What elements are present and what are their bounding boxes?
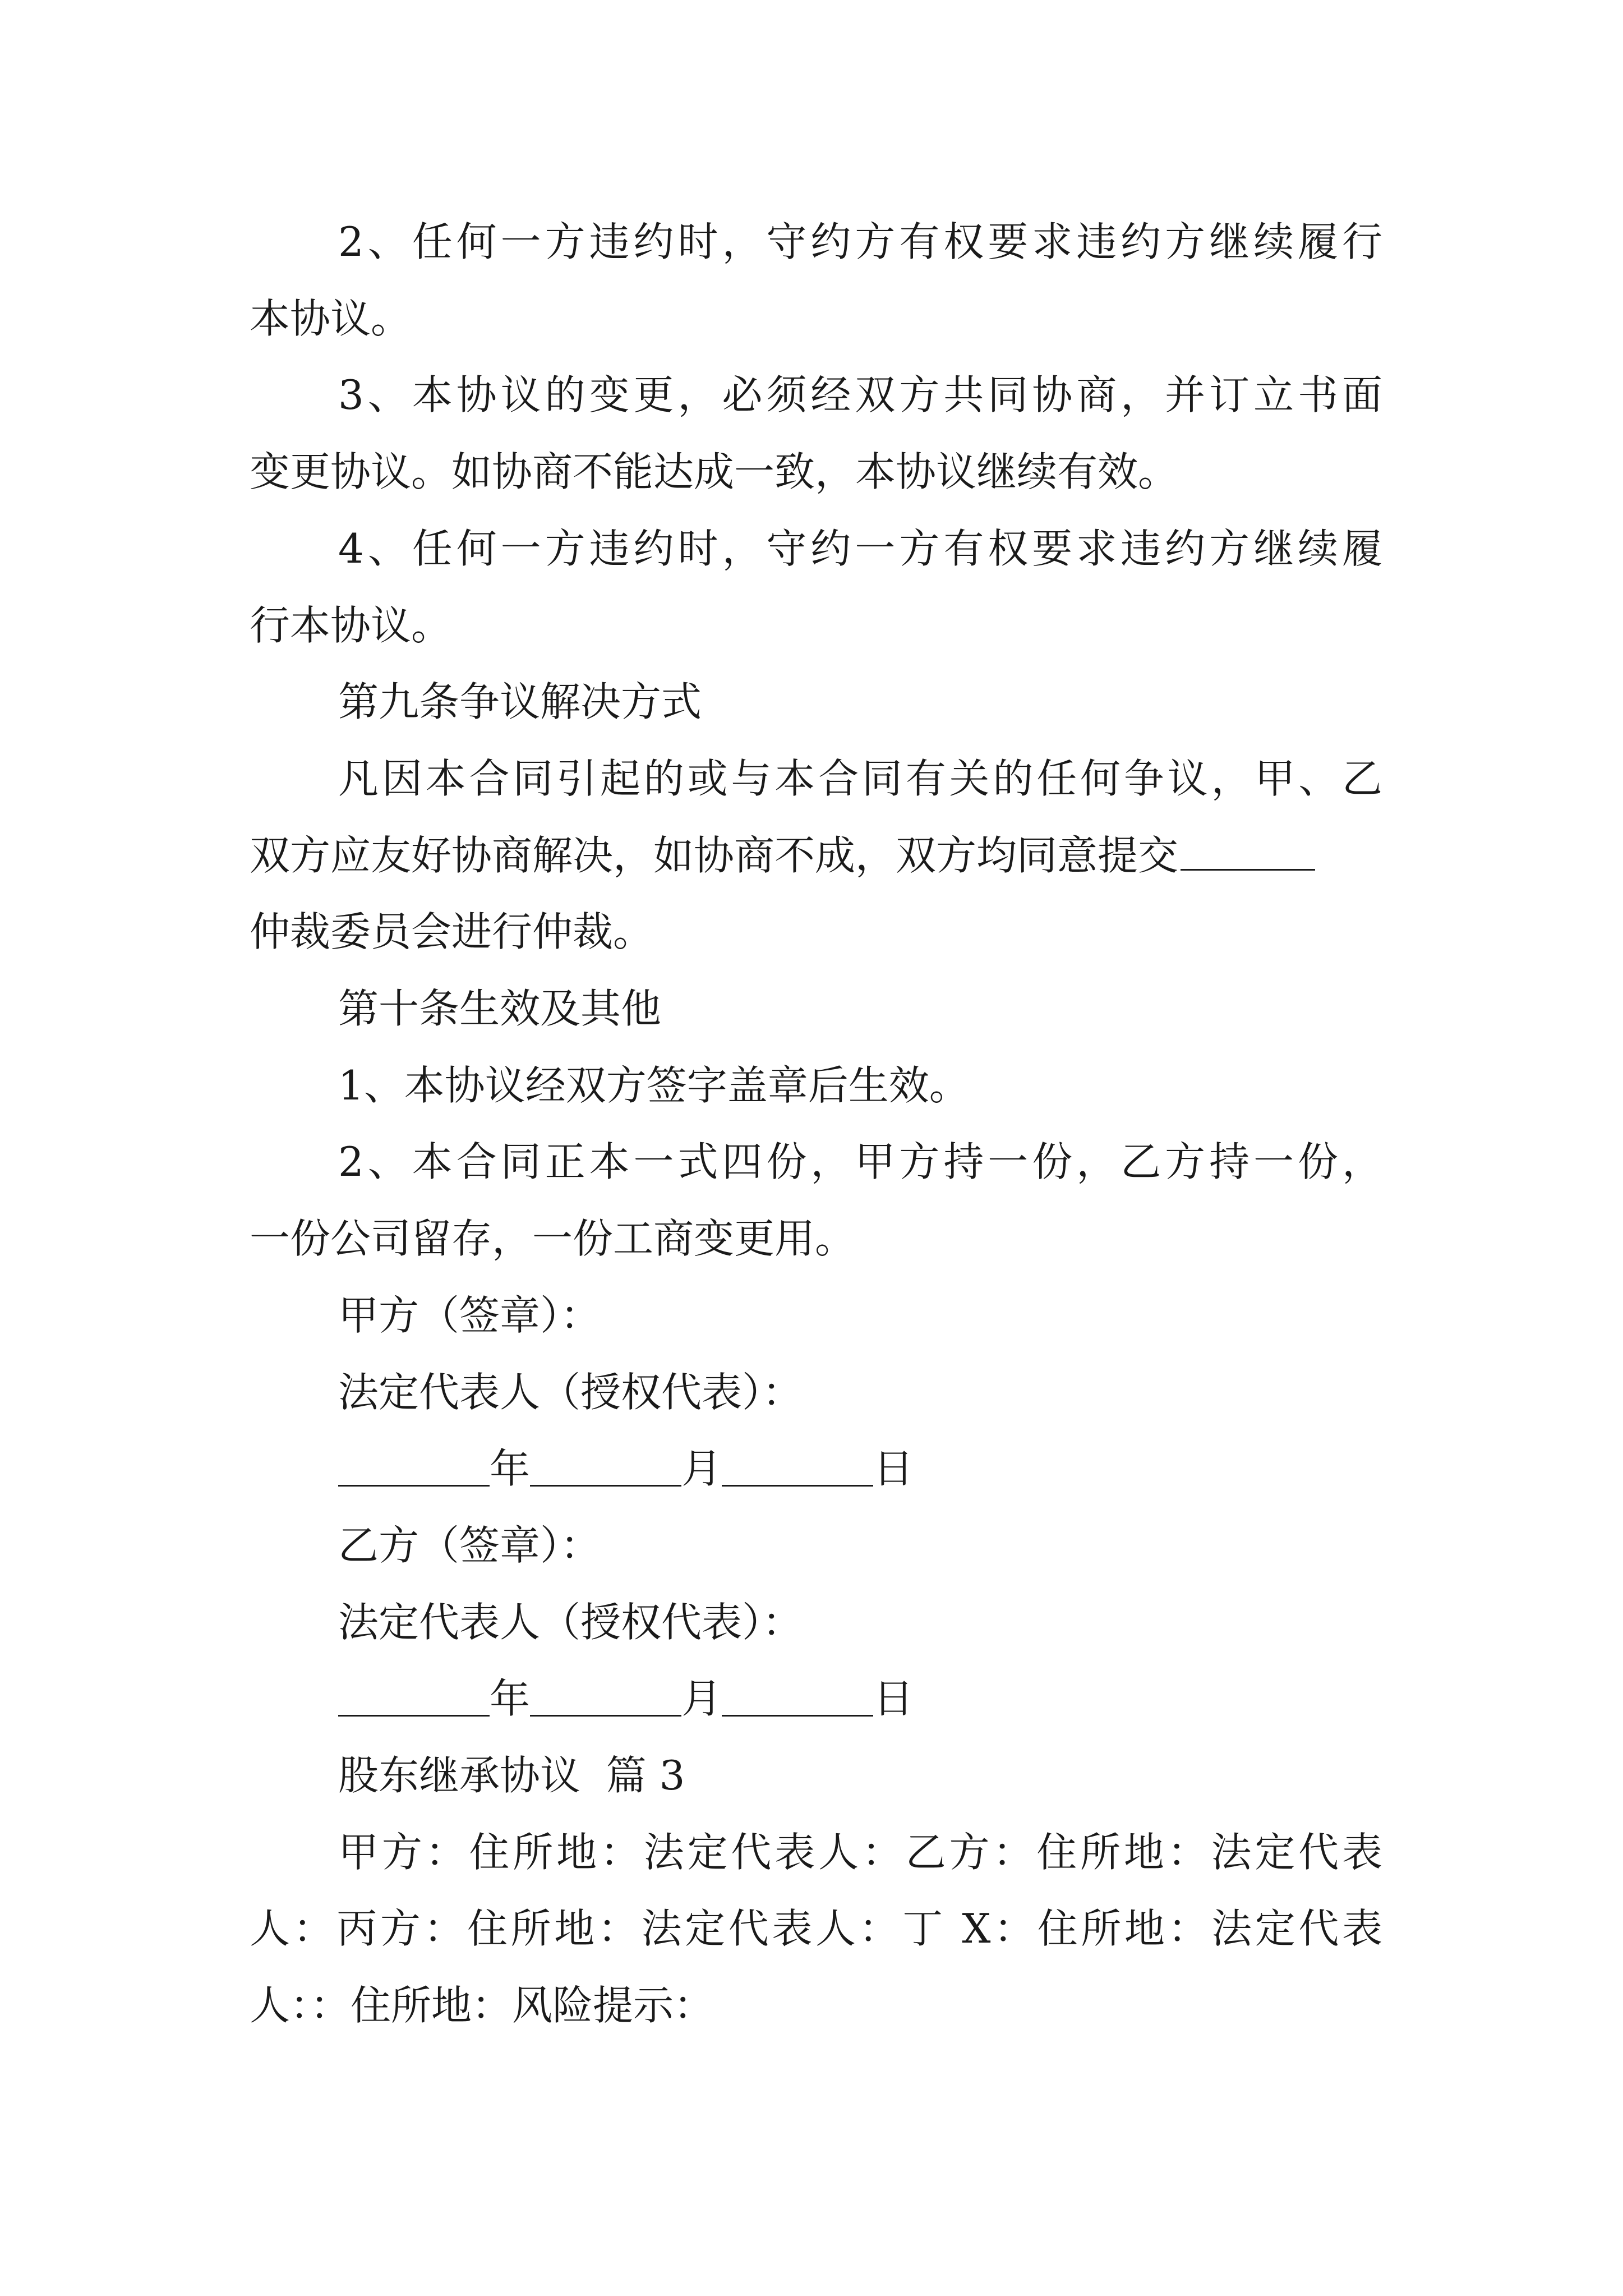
paragraph-text: 双方应友好协商解决，如协商不成，双方均同意提交 xyxy=(250,832,1179,879)
fill-blank[interactable] xyxy=(1181,863,1315,871)
paragraph-line: 一份公司留存，一份工商变更用。 xyxy=(250,1215,856,1262)
paragraph-line: 本协议。 xyxy=(250,295,412,342)
paragraph-line: 2、任何一方违约时，守约方有权要求违约方继续履行 xyxy=(338,218,1382,265)
paragraph-line: 人：丙方：住所地：法定代表人：丁 X：住所地：法定代表 xyxy=(250,1905,1382,1952)
signature-party-b: 乙方（签章）： xyxy=(338,1522,601,1569)
paragraph-line: 仲裁委员会进行仲裁。 xyxy=(250,908,654,955)
paragraph-line: 变更协议。如协商不能达成一致，本协议继续有效。 xyxy=(250,448,1179,495)
paragraph-line: 1、本协议经双方签字盖章后生效。 xyxy=(338,1062,970,1109)
paragraph-line: 4、任何一方违约时，守约一方有权要求违约方继续履 xyxy=(338,525,1382,572)
day-label: 日 xyxy=(873,1445,914,1492)
section-heading: 第九条争议解决方式 xyxy=(338,678,702,725)
date-line-b xyxy=(338,1675,914,1722)
month-blank[interactable] xyxy=(530,1479,681,1487)
paragraph-line: 2、本合同正本一式四份，甲方持一份，乙方持一份， xyxy=(338,1138,1382,1185)
year-label: 年 xyxy=(490,1675,531,1722)
date-line-a xyxy=(338,1445,914,1492)
representative-a: 法定代表人（授权代表）： xyxy=(338,1369,803,1416)
month-label: 月 xyxy=(681,1675,722,1722)
paragraph-line: 人：：住所地：风险提示： xyxy=(250,1982,714,2029)
day-blank[interactable] xyxy=(722,1479,873,1487)
month-blank[interactable] xyxy=(530,1709,681,1717)
agreement-title: 股东继承协议 篇 3 xyxy=(338,1752,685,1799)
year-label: 年 xyxy=(490,1445,531,1492)
year-blank[interactable] xyxy=(338,1709,490,1717)
signature-party-a: 甲方（签章）： xyxy=(338,1292,601,1339)
paragraph-line: 行本协议。 xyxy=(250,602,452,649)
month-label: 月 xyxy=(681,1445,722,1492)
day-blank[interactable] xyxy=(722,1709,873,1717)
day-label: 日 xyxy=(873,1675,914,1722)
paragraph-line: 3、本协议的变更，必须经双方共同协商，并订立书面 xyxy=(338,371,1382,418)
representative-b: 法定代表人（授权代表）： xyxy=(338,1599,803,1646)
paragraph-line: 凡因本合同引起的或与本合同有关的任何争议，甲、乙 xyxy=(338,755,1382,802)
section-heading: 第十条生效及其他 xyxy=(338,985,662,1032)
paragraph-line: 甲方：住所地：法定代表人：乙方：住所地：法定代表 xyxy=(338,1829,1382,1876)
paragraph-line-with-blank xyxy=(250,832,1315,879)
year-blank[interactable] xyxy=(338,1479,490,1487)
